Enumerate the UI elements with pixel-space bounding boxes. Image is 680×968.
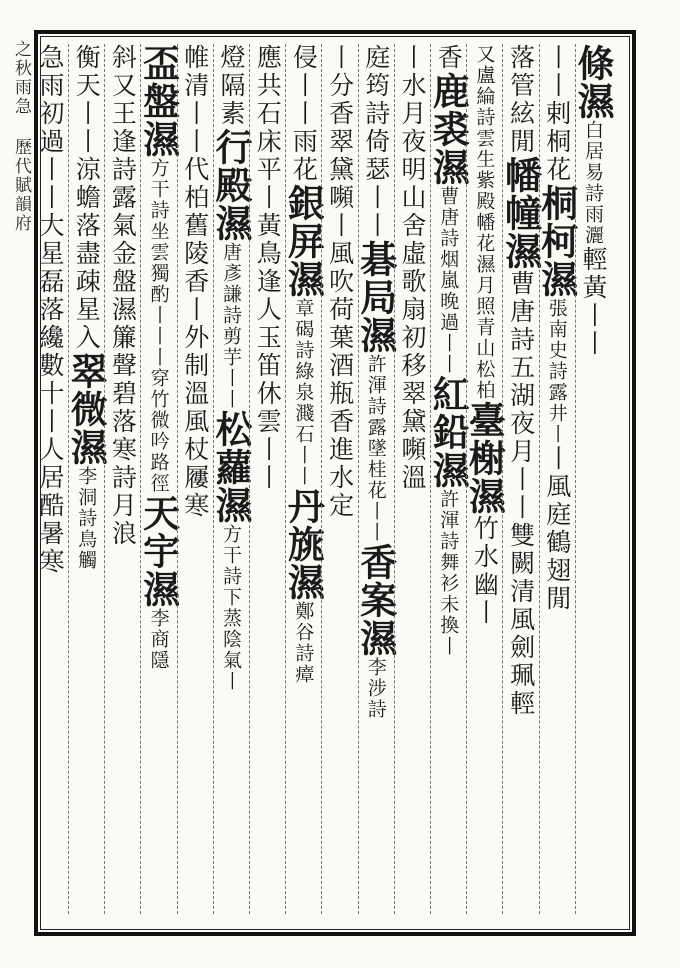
text-run: 方干詩坐雲獨酌丨丨丨穿竹微吟路徑 (147, 158, 170, 494)
headword: 鹿裘濕 (426, 72, 471, 186)
text-run: 丨外制溫風杖屨寒 (180, 296, 210, 520)
headword: 桐柯濕 (534, 184, 579, 298)
text-run: 歌扇初移翠黛嚬溫 (398, 268, 427, 492)
text-run: 丨風庭鶴翅閒 (542, 445, 572, 613)
column-rule (213, 44, 214, 914)
column-rule (466, 44, 467, 914)
text-run: 張南史詩露井丨 (545, 298, 568, 445)
headword: 碁局濕 (353, 240, 398, 354)
column-rule (249, 44, 250, 914)
text-column (395, 44, 429, 914)
column-rule (575, 44, 576, 914)
text-run: 又盧綸詩雲生紫殿幡花濕月照青山松柏 (473, 44, 496, 401)
text-run: 李商隱 (147, 608, 170, 671)
text-column (462, 44, 507, 914)
text-run: 帷清 (180, 44, 210, 100)
column-rule (177, 44, 178, 914)
text-column (64, 44, 109, 914)
text-run: 曹唐詩五湖夜月丨丨 (506, 270, 536, 522)
text-column (250, 44, 284, 914)
text-column (136, 44, 181, 914)
text-run: 應共石床平 (253, 44, 283, 184)
column-rule (285, 44, 286, 914)
text-run: 落管絃閒 (506, 44, 536, 156)
column-rule (68, 44, 69, 914)
column-rule (502, 44, 503, 914)
text-column (209, 44, 253, 914)
text-run: 丨分香翠黛嚬 (325, 44, 355, 212)
text-run: 竹水幽丨 (470, 515, 500, 627)
column-rule (394, 44, 395, 914)
text-run: 唐彥謙詩剪芋丨丨 (220, 242, 242, 410)
text-run: 丨風吹荷葉酒瓶香 (325, 212, 355, 436)
text-run: 衡天丨丨涼蟾落盡疎星入 (72, 44, 102, 352)
headword: 天宇濕 (136, 494, 181, 608)
headword: 香案濕 (353, 543, 398, 657)
column-rule (358, 44, 359, 914)
text-run: 李洞詩鳥觸 (75, 466, 98, 571)
column-rule (430, 44, 431, 914)
text-column (105, 44, 139, 914)
text-run: 方干詩下蒸陰氣丨 (220, 524, 242, 692)
text-run: 李涉詩 (364, 657, 387, 720)
text-column (323, 44, 357, 914)
text-column (178, 44, 212, 914)
text-column (281, 44, 326, 914)
text-run: 丨丨剌桐花 (542, 44, 572, 184)
text-column (571, 44, 615, 914)
text-run: 香 (434, 44, 464, 72)
text-run: 曹唐詩烟嵐晚過丨丨 (437, 186, 460, 375)
column-rule (321, 44, 322, 914)
text-run: 丨丨代柏舊陵香 (180, 100, 210, 296)
headword: 臺榭濕 (462, 401, 507, 515)
text-run: 急雨初過丨丨大星磊落纔數十 (36, 44, 65, 408)
text-run: 丨黃鳥逢人玉笛休 (253, 184, 283, 408)
column-rule (539, 44, 540, 914)
text-run: 輕黃丨丨 (579, 246, 608, 358)
text-run: 章碣詩綠泉濺石丨丨 (292, 298, 315, 487)
text-column (534, 44, 579, 914)
headword: 丹旐濕 (281, 487, 326, 601)
text-run: 許渾詩舞衫未換丨 (437, 489, 460, 657)
text-run: 庭筠詩倚瑟丨丨 (361, 44, 391, 240)
text-column (498, 44, 543, 914)
headword: 行殿濕 (209, 128, 253, 242)
headword: 條濕 (571, 44, 615, 120)
text-run: 丨水月夜明山舍虛 (398, 44, 427, 268)
headword: 紅鉛濕 (426, 375, 471, 489)
text-run: 斜又王逢詩露氣金盤濕簾聲碧落寒 (108, 44, 138, 464)
text-run: 燈隔素 (217, 44, 246, 128)
headword: 銀屏濕 (281, 184, 326, 298)
headword: 盃盤濕 (136, 44, 181, 158)
text-run: 鄭谷詩瘴 (292, 601, 315, 685)
text-column (353, 44, 398, 914)
text-run: 許渾詩露墜桂花丨丨 (364, 354, 387, 543)
text-column (33, 44, 67, 914)
text-run: 白居易詩雨灑 (582, 120, 604, 246)
text-run: 雙闕清風劍珮輕 (506, 522, 536, 718)
text-run: 丨人居酷暑寒 (36, 408, 65, 576)
headword: 松蘿濕 (209, 410, 253, 524)
headword: 幡幢濕 (498, 156, 543, 270)
column-rule (140, 44, 141, 914)
text-run: 詩月浪 (108, 464, 138, 548)
text-run: 侵丨丨雨花 (289, 44, 319, 184)
text-run: 進水定 (325, 436, 355, 520)
headword: 翠微濕 (64, 352, 109, 466)
text-column (426, 44, 471, 914)
margin-caption: 之秋雨急 歷代賦韻府 (11, 40, 31, 233)
column-rule (104, 44, 105, 914)
text-run: 雲丨丨 (253, 408, 283, 492)
